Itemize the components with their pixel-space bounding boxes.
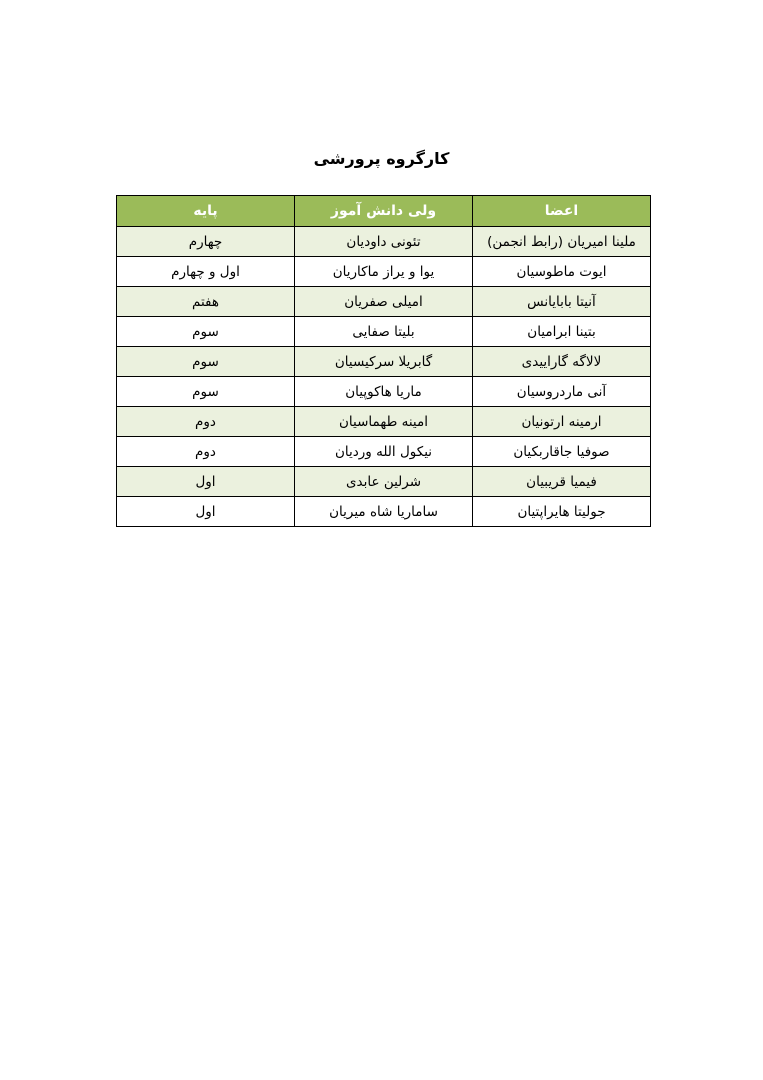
cell-parent: امیلی صفریان [295, 287, 473, 317]
table-row [117, 467, 651, 497]
table-row [117, 257, 651, 287]
cell-parent: ساماریا شاه میریان [295, 497, 473, 527]
cell-parent: ماریا هاکوپیان [295, 377, 473, 407]
page-title: کارگروه پرورشی [313, 149, 450, 168]
cell-grade: چهارم [117, 227, 295, 257]
cell-member: ارمینه ارتونیان [473, 407, 651, 437]
cell-grade: دوم [117, 407, 295, 437]
cell-grade: سوم [117, 317, 295, 347]
header-grade: پایه [117, 196, 295, 227]
header-members: اعضا [473, 196, 651, 227]
cell-grade: سوم [117, 347, 295, 377]
cell-member: آنی ماردروسیان [473, 377, 651, 407]
cell-member: جولیتا هایراپتیان [473, 497, 651, 527]
table-row [117, 287, 651, 317]
members-table [116, 195, 651, 527]
cell-grade: هفتم [117, 287, 295, 317]
table-row [117, 437, 651, 467]
cell-grade: اول و چهارم [117, 257, 295, 287]
cell-member: فیمیا قریبیان [473, 467, 651, 497]
cell-member: لالاگه گاراییدی [473, 347, 651, 377]
cell-member: ایوت ماطوسیان [473, 257, 651, 287]
cell-parent: بلیتا صفایی [295, 317, 473, 347]
table-row [117, 377, 651, 407]
table-row [117, 497, 651, 527]
cell-parent: یوا و یراز ماکاریان [295, 257, 473, 287]
cell-parent: تئونی داودیان [295, 227, 473, 257]
cell-grade: اول [117, 467, 295, 497]
cell-parent: نیکول الله وردیان [295, 437, 473, 467]
table-row [117, 227, 651, 257]
cell-member: بتینا ابرامیان [473, 317, 651, 347]
cell-parent: شرلین عابدی [295, 467, 473, 497]
cell-parent: امینه طهماسیان [295, 407, 473, 437]
cell-member: آنیتا بابایانس [473, 287, 651, 317]
table-row [117, 347, 651, 377]
cell-grade: سوم [117, 377, 295, 407]
cell-member: صوفیا جاقاربکیان [473, 437, 651, 467]
table-header-row [117, 196, 651, 227]
cell-member: ملینا امیریان (رابط انجمن) [473, 227, 651, 257]
table-row [117, 317, 651, 347]
header-parent: ولی دانش آموز [295, 196, 473, 227]
cell-parent: گابریلا سرکیسیان [295, 347, 473, 377]
cell-grade: دوم [117, 437, 295, 467]
table-row [117, 407, 651, 437]
cell-grade: اول [117, 497, 295, 527]
